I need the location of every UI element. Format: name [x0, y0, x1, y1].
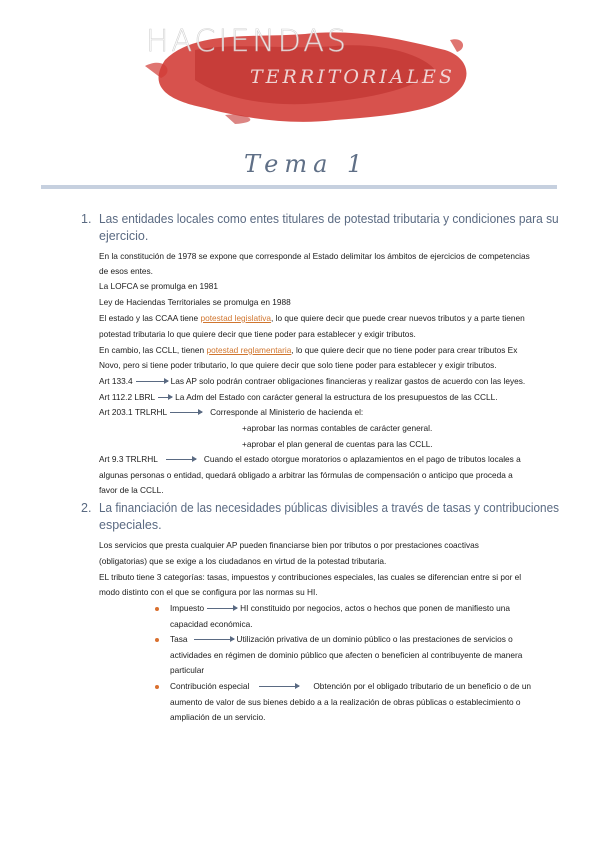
section-1-number: 1. — [81, 212, 92, 226]
article-text: Corresponde al Ministerio de hacienda el: — [210, 407, 364, 417]
section-2-heading — [99, 500, 559, 534]
section-1-heading — [99, 211, 559, 245]
article-row — [99, 452, 521, 468]
paragraph-line: EL tributo tiene 3 categorías: tasas, impuestos y contribuciones especiales, las cuales se diferencian entre si por el — [99, 572, 522, 582]
article-row — [99, 374, 525, 390]
paragraph-line: de esos entes. — [99, 266, 153, 276]
section-1-heading-line2: ejercicio. — [99, 229, 149, 243]
paragraph-line: La LOFCA se promulga en 1981 — [99, 281, 218, 291]
paragraph-line: Ley de Haciendas Territoriales se promulga en 1988 — [99, 297, 291, 307]
list-item-term: Contribución especial — [170, 681, 250, 691]
list-item-term: Tasa — [170, 634, 188, 644]
arrow-icon — [166, 459, 196, 460]
list-item-text: Obtención por el obligado tributario de un beneficio o de un — [313, 681, 532, 691]
paragraph-line: Novo, pero si tiene poder tributario, lo que quiere decir que solo tiene poder para establecer y exigir tributos. — [99, 360, 497, 370]
paragraph-line: Los servicios que presta cualquier AP pueden financiarse bien por tributos o por prestaciones coactivas — [99, 540, 479, 550]
arrow-icon — [170, 412, 202, 413]
paragraph-line — [99, 343, 517, 359]
article-row — [99, 390, 498, 406]
paragraph-line: favor de la CCLL. — [99, 485, 164, 495]
paragraph-line: (obligatorias) que se exige a los ciudadanos en virtud de la potestad tributaria. — [99, 556, 387, 566]
paragraph-line: modo distinto con el que se configura por las normas su HI. — [99, 587, 318, 597]
article-subitem: +aprobar el plan general de cuentas para las CCLL. — [242, 439, 433, 449]
paragraph-line — [99, 311, 525, 327]
section-2-heading-line2: especiales. — [99, 518, 162, 532]
article-ref: Art 203.1 TRLRHL — [99, 407, 168, 417]
list-item-text: Utilización privativa de un dominio público o las prestaciones de servicios o — [236, 634, 513, 644]
list-item-text: HI constituido por negocios, actos o hechos que ponen de manifiesto una — [240, 603, 510, 613]
article-row — [99, 405, 363, 421]
article-subitem: +aprobar las normas contables de carácter general. — [242, 423, 433, 433]
text: , lo que quiere decir que no tiene poder para crear tributos Ex — [291, 345, 518, 355]
article-ref: Art 133.4 — [99, 376, 133, 386]
bullet-icon — [155, 685, 159, 689]
list-item-line: aumento de valor de sus bienes debido a a la realización de obras públicas o establecimiento o — [170, 697, 521, 707]
divider — [41, 185, 557, 189]
list-item — [170, 632, 513, 648]
paragraph-line: potestad tributaria lo que quiere decir que tiene poder para establecer y exigir tributos. — [99, 329, 416, 339]
list-item — [170, 601, 510, 617]
potestad-legislativa-link[interactable]: potestad legislativa — [200, 313, 272, 323]
arrow-icon — [194, 639, 234, 640]
arrow-icon — [136, 381, 168, 382]
bullet-icon — [155, 638, 159, 642]
paragraph-line: algunas personas o entidad, quedará obligado a arbitrar las fórmulas de compensación o anticipo que proceda a — [99, 470, 513, 480]
list-item-line: actividades en régimen de dominio público que afecten o beneficien al contribuyente de manera — [170, 650, 523, 660]
article-ref: Art 9.3 TRLRHL — [99, 454, 158, 464]
header-subtitle: TERRITORIALES — [250, 66, 455, 88]
list-item-line: ampliación de un servicio. — [170, 712, 266, 722]
list-item-line: capacidad económica. — [170, 619, 253, 629]
list-item-line: particular — [170, 665, 205, 675]
header — [0, 0, 599, 200]
list-item-term: Impuesto — [170, 603, 205, 613]
header-title: HACIENDAS — [146, 24, 349, 59]
tema-title: Tema 1 — [244, 150, 369, 178]
bullet-icon — [155, 607, 159, 611]
list-item — [170, 679, 531, 695]
arrow-icon — [259, 686, 299, 687]
arrow-icon — [158, 397, 172, 398]
text: , lo que quiere decir que puede crear nuevos tributos y a parte tienen — [271, 313, 525, 323]
paragraph-line: En la constitución de 1978 se expone que corresponde al Estado delimitar los ámbitos de ejercicios de competencias — [99, 251, 530, 261]
article-text: La Adm del Estado con carácter general la estructura de los presupuestos de las CCLL. — [175, 392, 498, 402]
article-text: Cuando el estado otorgue moratorios o aplazamientos en el pago de tributos locales a — [203, 454, 521, 464]
text: En cambio, las CCLL, tienen — [99, 345, 207, 355]
arrow-icon — [207, 608, 237, 609]
article-ref: Art 112.2 LBRL — [99, 392, 156, 402]
text: El estado y las CCAA tiene — [99, 313, 201, 323]
article-text: Las AP solo podrán contraer obligaciones financieras y realizar gastos de acuerdo con las leyes. — [170, 376, 526, 386]
section-2-heading-line1: La financiación de las necesidades públicas divisibles a través de tasas y contribuciones — [99, 501, 559, 515]
potestad-reglamentaria-link[interactable]: potestad reglamentaria — [206, 345, 292, 355]
section-1-heading-line1: Las entidades locales como entes titulares de potestad tributaria y condiciones para su — [99, 212, 559, 226]
section-2-number: 2. — [81, 501, 92, 515]
